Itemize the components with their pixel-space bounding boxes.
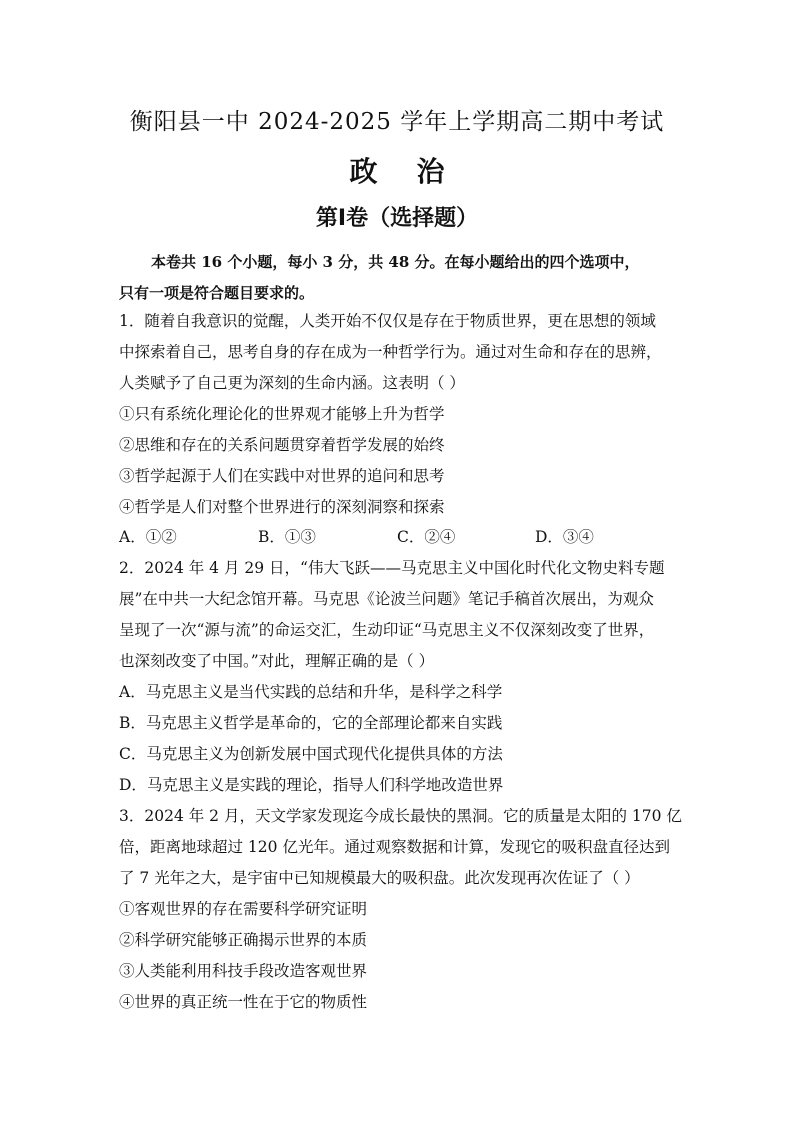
statement-3: ③哲学起源于人们在实践中对世界的追问和思考 [119,467,445,485]
option-d: D．马克思主义是实践的理论，指导人们科学地改造世界 [119,776,504,794]
question-stem-line: 也深刻改变了中国。”对此，理解正确的是（ ） [119,652,435,670]
instructions-line: 本卷共 16 个小题，每小 3 分，共 48 分。在每小题给出的四个选项中， [151,253,640,271]
question-stem-line: 人类赋予了自己更为深刻的生命内涵。这表明（ ） [119,374,465,392]
statement-1: ①客观世界的存在需要科学研究证明 [119,900,368,918]
question-stem-line: 呈现了一次“源与流”的命运交汇，生动印证“马克思主义不仅深刻改变了世界， [119,621,655,639]
instructions-line: 只有一项是符合题目要求的。 [119,284,315,302]
statement-4: ④世界的真正统一性在于它的物质性 [119,993,368,1011]
option-a: A．马克思主义是当代实践的总结和升华，是科学之科学 [119,683,503,701]
option-b: B．①③ [258,528,316,546]
option-a: A．①② [119,528,177,546]
option-c: C．②④ [397,528,456,546]
statement-2: ②科学研究能够正确揭示世界的本质 [119,931,368,949]
statement-2: ②思维和存在的关系问题贯穿着哲学发展的始终 [119,436,445,454]
option-b: B．马克思主义哲学是革命的，它的全部理论都来自实践 [119,714,503,732]
section-heading: 第Ⅰ卷（选择题） [315,206,479,231]
exam-title: 衡阳县一中 2024-2025 学年上学期高二期中考试 [129,109,665,135]
statement-4: ④哲学是人们对整个世界进行的深刻洞察和探索 [119,498,445,516]
question-stem-line: 3．2024 年 2 月，天文学家发现迄今成长最快的黑洞。它的质量是太阳的 170 亿 [119,807,682,825]
question-stem-line: 了 7 光年之大，是宇宙中已知规模最大的吸积盘。此次发现再次佐证了（ ） [119,869,640,887]
question-stem-line: 倍，距离地球超过 120 亿光年。通过观察数据和计算，发现它的吸积盘直径达到 [119,838,670,856]
statement-3: ③人类能利用科技手段改造客观世界 [119,962,368,980]
question-stem-line: 2．2024 年 4 月 29 日，“伟大飞跃——马克思主义中国化时代化文物史料专题 [119,559,665,577]
option-d: D．③④ [535,528,594,546]
option-c: C．马克思主义为创新发展中国式现代化提供具体的方法 [119,745,503,763]
question-stem-line: 展”在中共一大纪念馆开幕。马克思《论波兰问题》笔记手稿首次展出，为观众 [119,590,654,608]
question-stem-line: 1．随着自我意识的觉醒，人类开始不仅仅是存在于物质世界，更在思想的领域 [119,312,656,330]
subject-heading: 政 治 [349,155,445,188]
statement-1: ①只有系统化理论化的世界观才能够上升为哲学 [119,405,445,423]
question-stem-line: 中探索着自己，思考自身的存在成为一种哲学行为。通过对生命和存在的思辨， [119,343,662,361]
